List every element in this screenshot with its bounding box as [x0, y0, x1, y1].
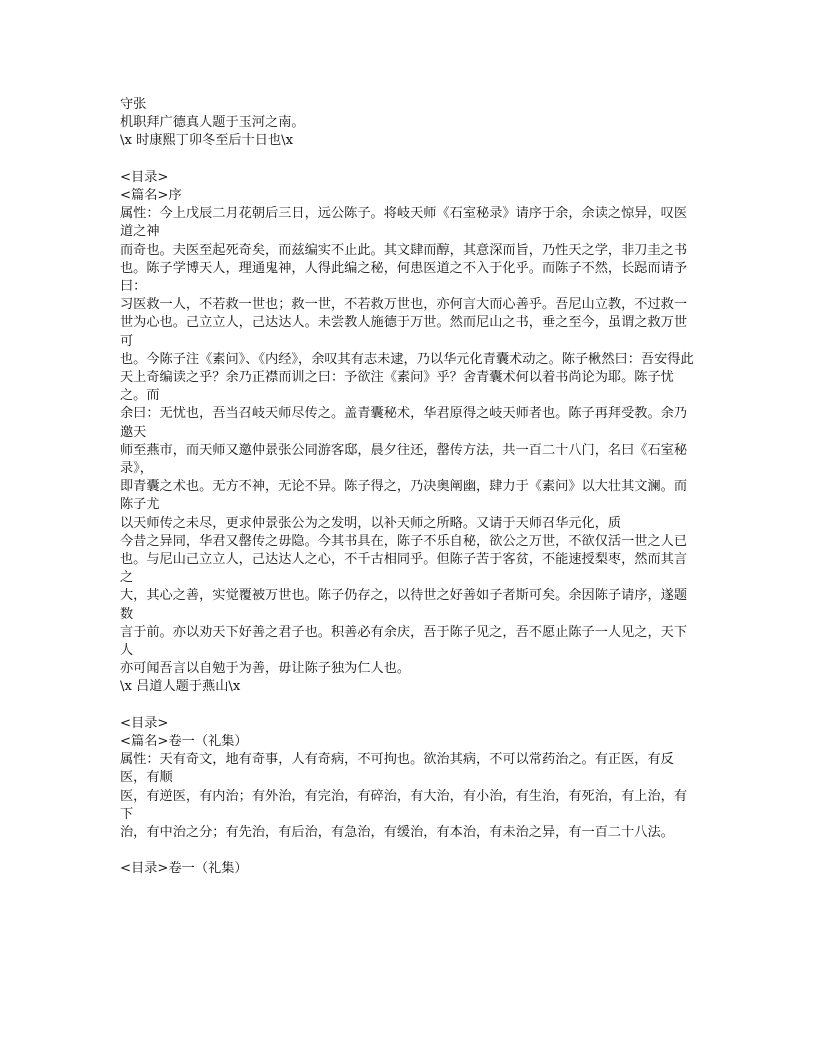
text-line: 余曰：无忧也，吾当召岐天师尽传之。盖青囊秘术，华君原得之岐天师者也。陈子再拜受教。余乃邀天 [120, 406, 688, 440]
document-page [120, 96, 700, 879]
section-marker: <目录> [120, 169, 169, 185]
chapter-title: <篇名>卷一（礼集） [120, 734, 248, 750]
text-line: 习医救一人，不若救一世也；救一世，不若救万世也，亦何言大而心善乎。吾尼山立教，不过救一 [120, 297, 688, 313]
text-line: \x 时康熙丁卯冬至后十日也\x [120, 133, 294, 149]
text-line: 今昔之异同，华君又罄传之毋隐。今其书具在，陈子不乐自秘，欲公之万世，不欲仅活一世之人已 [120, 533, 688, 549]
text-line: 治，有中治之分；有先治，有后治，有急治，有缓治，有本治，有未治之异，有一百二十八法。 [120, 825, 674, 841]
blank-line [120, 151, 700, 169]
text-line: 即青囊之术也。无方不神，无论不异。陈子得之，乃决奥阐幽，肆力于《素问》以大壮其文澜。而陈子尤 [120, 479, 688, 513]
text-line: 也。与尼山己立立人，己达达人之心，不千古相同乎。但陈子苦于客贫，不能速授梨枣，然而其言之 [120, 552, 688, 586]
text-line: 以天师传之未尽，更求仲景张公为之发明，以补天师之所略。又请于天师召华元化，质 [120, 515, 622, 531]
section-marker: <目录>卷一（礼集） [120, 861, 248, 877]
text-line: 而奇也。夫医至起死奇矣，而兹编实不止此。其文肆而醇，其意深而旨，乃性天之学，非刀圭之书 [120, 242, 688, 258]
text-line: \x 吕道人题于燕山\x [120, 679, 241, 695]
text-line: 大，其心之善，实觉覆被万世也。陈子仍存之，以待世之好善如子者斯可矣。余因陈子请序，遂题数 [120, 588, 688, 622]
text-line: 机职拜广德真人题于玉河之南。 [120, 115, 305, 131]
text-line: 言于前。亦以劝天下好善之君子也。积善必有余庆，吾于陈子见之，吾不愿止陈子一人见之，天下人 [120, 624, 688, 659]
text-line: 也。陈子学博天人，理通鬼神，人得此编之秘，何患医道之不入于化乎。而陈子不然，长跽而请予曰： [120, 260, 688, 295]
blank-line [120, 842, 700, 860]
text-line: 属性：天有奇文，地有奇事，人有奇病，不可拘也。欲治其病，不可以常药治之。有正医，有反医，有顺 [120, 752, 674, 786]
text-line: 也。今陈子注《素问》、《内经》，余叹其有志未逮，乃以华元化青囊术动之。陈子楸然曰：吾安得此 [120, 351, 694, 367]
text-line: 守张 [120, 97, 147, 112]
text-line: 医，有逆医，有内治；有外治，有完治，有碎治，有大治，有小治，有生治，有死治，有上治，有下 [120, 788, 688, 822]
text-line: 师至燕市，而天师又邀仲景张公同游客邸，晨夕往还，罄传方法，共一百二十八门，名曰《石室秘录》， [120, 442, 688, 477]
text-line: 天上奇编读之乎？余乃正襟而训之曰：予欲注《素问》乎？舍青囊术何以着书尚论为耶。陈子忧之。而 [120, 370, 674, 404]
blank-line [120, 697, 700, 715]
text-line: 属性：今上戊辰二月花朝后三日，远公陈子。将岐天师《石室秘录》请序于余，余读之惊异，叹医道之神 [120, 206, 688, 240]
text-line: 亦可闻吾言以自勉于为善，毋让陈子独为仁人也。 [120, 661, 411, 677]
text-line: 世为心也。己立立人，己达达人。未尝教人施德于万世。然而尼山之书，垂之至今，虽谓之救万世可 [120, 315, 688, 349]
section-marker: <目录> [120, 715, 169, 731]
chapter-title: <篇名>序 [120, 188, 182, 203]
